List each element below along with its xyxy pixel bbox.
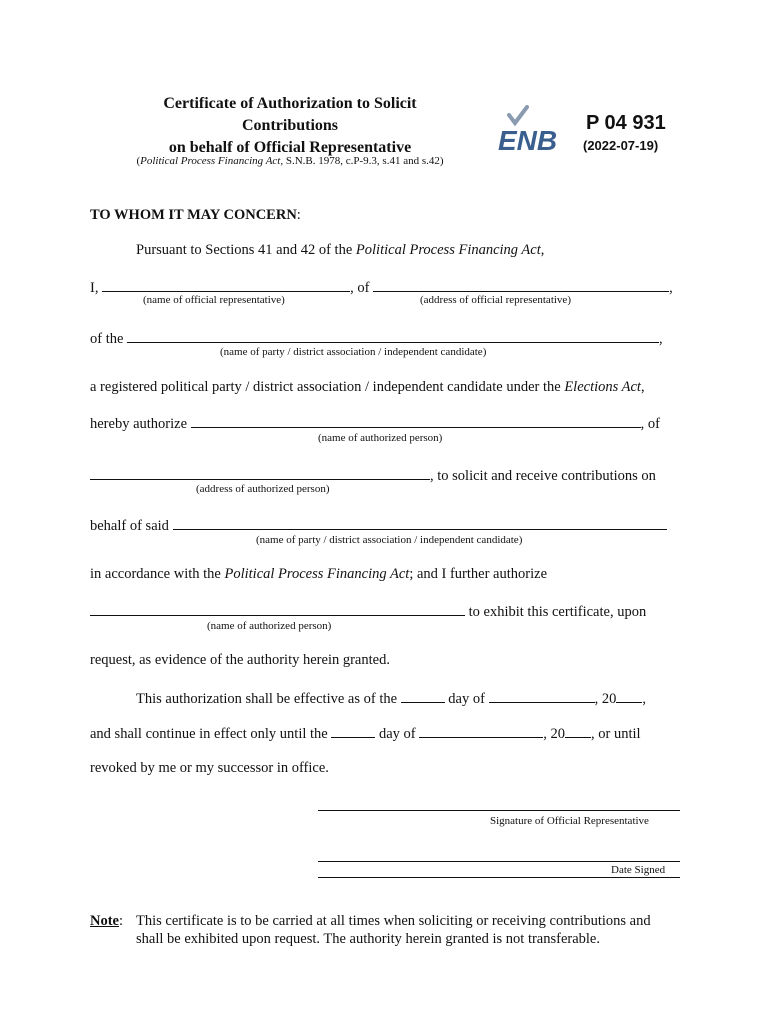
- caption-authorized-name: (name of authorized person): [318, 432, 443, 444]
- accordance-line: in accordance with the Political Process Financing Act; and I further authorize: [90, 566, 547, 582]
- signature-line[interactable]: [318, 810, 680, 811]
- caption-official-address: (address of official representative): [420, 294, 571, 306]
- title-line-3: on behalf of Official Representative: [168, 139, 412, 156]
- continue-month-field[interactable]: [419, 723, 543, 738]
- title-line-2: Contributions: [241, 117, 339, 134]
- pursuant-line: Pursuant to Sections 41 and 42 of the Political Process Financing Act,: [136, 242, 545, 258]
- caption-authorized-name-2: (name of authorized person): [207, 620, 332, 632]
- date-line-bottom: [318, 877, 680, 878]
- logo-text: ENB: [498, 125, 558, 156]
- official-address-field[interactable]: [373, 277, 669, 292]
- subtitle: (Political Process Financing Act, S.N.B. 1978, c.P-9.3, s.41 and s.42): [136, 155, 444, 167]
- continue-day-field[interactable]: [331, 723, 375, 738]
- behalf-line: behalf of said: [90, 515, 667, 535]
- solicit-line: , to solicit and receive contributions on: [90, 465, 656, 485]
- hereby-line: hereby authorize , of: [90, 413, 660, 433]
- line-i: I, , of ,: [90, 277, 673, 297]
- salutation: TO WHOM IT MAY CONCERN:: [90, 207, 301, 223]
- signature-label: Signature of Official Representative: [490, 815, 649, 827]
- authorized-name-field-2[interactable]: [90, 601, 465, 616]
- authorized-name-field[interactable]: [191, 413, 641, 428]
- date-label: Date Signed: [611, 864, 666, 876]
- title-line-1: Certificate of Authorization to Solicit: [163, 95, 417, 112]
- enb-logo: [497, 105, 575, 157]
- effective-month-field[interactable]: [489, 688, 595, 703]
- exhibit-line: to exhibit this certificate, upon: [90, 601, 646, 621]
- caption-official-name: (name of official representative): [143, 294, 285, 306]
- official-name-field[interactable]: [102, 277, 350, 292]
- continue-line: and shall continue in effect only until the day of , 20 , or until: [90, 723, 641, 743]
- form-number: P 04 931: [586, 112, 666, 134]
- effective-year-field[interactable]: [616, 688, 642, 703]
- subtitle-act: Political Process Financing Act: [140, 155, 281, 167]
- revoked-line: revoked by me or my successor in office.: [90, 760, 329, 776]
- party-name-field[interactable]: [127, 328, 659, 343]
- accordance-act: Political Process Financing Act: [224, 566, 410, 582]
- note-label: Note: [90, 913, 119, 929]
- registered-act: Elections Act: [564, 379, 641, 395]
- effective-line: This authorization shall be effective as of the day of , 20 ,: [136, 688, 646, 708]
- authorized-address-field[interactable]: [90, 465, 430, 480]
- effective-day-field[interactable]: [401, 688, 445, 703]
- registered-line: a registered political party / district association / independent candidate under the Elections Act,: [90, 379, 645, 395]
- caption-party: (name of party / district association / independent candidate): [220, 346, 487, 358]
- party-name-field-2[interactable]: [173, 515, 667, 530]
- note-heading: Note:: [90, 913, 124, 929]
- request-line: request, as evidence of the authority herein granted.: [90, 652, 390, 668]
- caption-authorized-address: (address of authorized person): [196, 483, 330, 495]
- continue-year-field[interactable]: [565, 723, 591, 738]
- note-line-2: shall be exhibited upon request. The authority herein granted is not transferable.: [136, 931, 600, 947]
- line-of-the: of the ,: [90, 328, 663, 348]
- pursuant-act: Political Process Financing Act: [355, 242, 541, 258]
- date-line-top[interactable]: [318, 861, 680, 862]
- note-line-1: This certificate is to be carried at all times when soliciting or receiving contributions and: [136, 913, 651, 929]
- caption-party-2: (name of party / district association / independent candidate): [256, 534, 523, 546]
- enb-logo-graphic: [497, 105, 575, 157]
- form-date: (2022-07-19): [583, 138, 659, 153]
